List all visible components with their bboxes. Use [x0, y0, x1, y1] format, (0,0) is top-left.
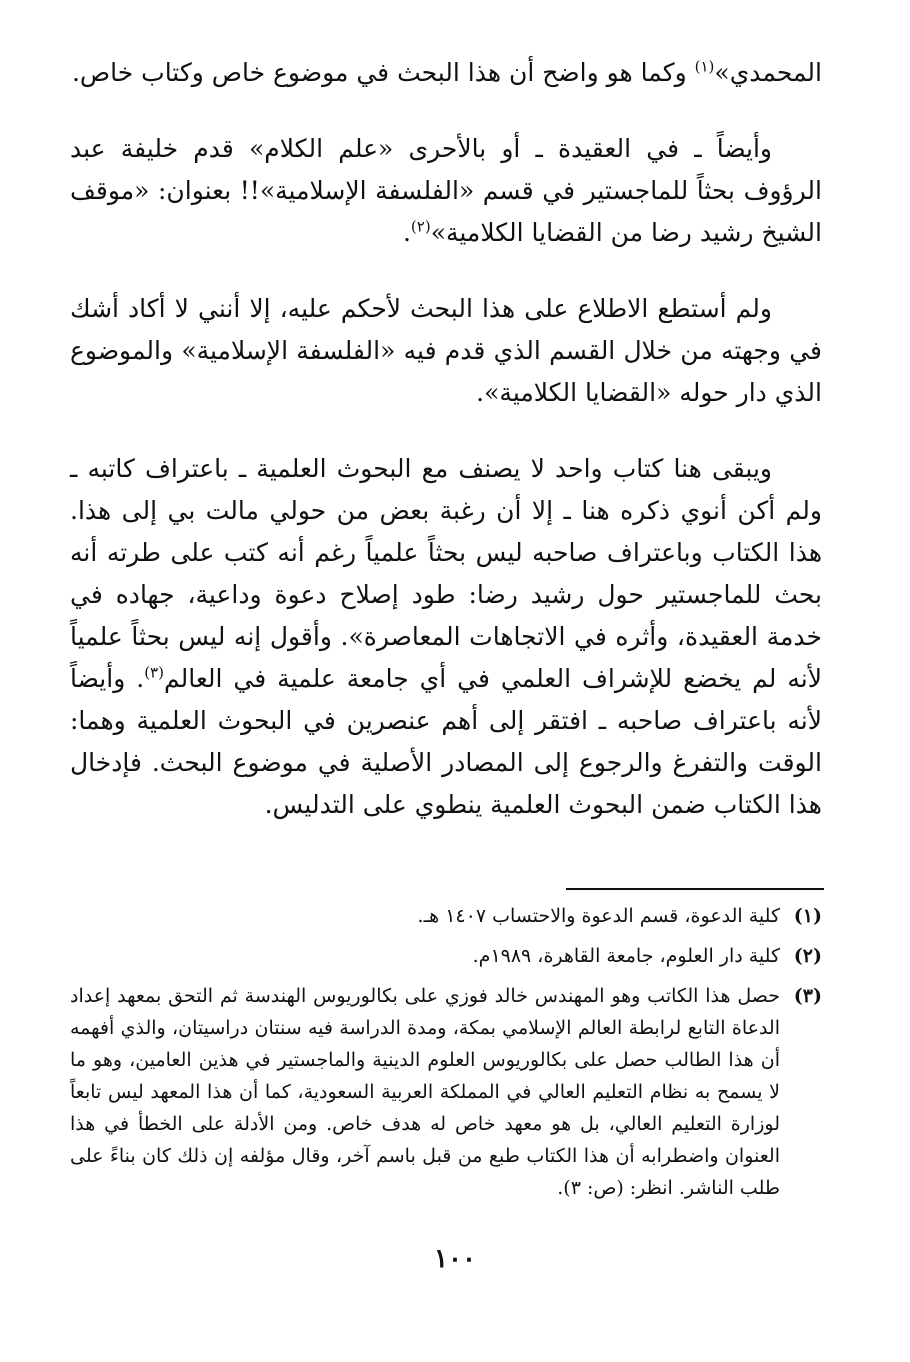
footnote-1-text: كلية الدعوة، قسم الدعوة والاحتساب ١٤٠٧ هـ. [417, 905, 780, 927]
paragraph-4-part-b: . وأيضاً لأنه باعتراف صاحبه ـ افتقر إلى أهم عنصرين في البحوث العلمية وهما: الوقت والتفرغ والرجوع إلى المصادر الأصلية في موضوع البحث. فإدخال هذا الكتاب ضمن البحوث العلمية ينطوي على التدليس. [70, 664, 822, 819]
footnote-3-number: (٣) [793, 985, 822, 1007]
paragraph-4-part-a: ويبقى هنا كتاب واحد لا يصنف مع البحوث العلمية ـ باعتراف كاتبه ـ ولم أكن أنوي ذكره هنا ـ إلا أن رغبة بعض من حولي مالت بي إلى هذا. هذا الكتاب وباعتراف صاحبه ليس بحثاً علمياً رغم أنه كتب على طرته أنه بحث للماجستير حول رشيد رضا: طود إصلاح دعوة وداعية، جهاده في خدمة العقيدة، وأثره في الاتجاهات المعاصرة». وأقول إنه ليس بحثاً علمياً لأنه لم يخضع للإشراف العلمي في أي جامعة علمية في العالم [70, 454, 822, 693]
footnote-2-text: كلية دار العلوم، جامعة القاهرة، ١٩٨٩م. [472, 945, 780, 967]
paragraph-1-part-b: وكما هو واضح أن هذا البحث في موضوع خاص وكتاب خاص. [71, 58, 695, 87]
paragraph-1-part-a: المحمدي» [714, 58, 822, 87]
footnote-ref-3: (٣) [144, 663, 164, 682]
paragraph-3-text: ولم أستطع الاطلاع على هذا البحث لأحكم عليه، إلا أنني لا أكاد أشك في وجهته من خلال القسم الذي قدم فيه «الفلسفة الإسلامية» والموضوع الذي دار حوله «القضايا الكلامية». [70, 294, 822, 407]
paragraph-2 [70, 128, 822, 254]
paragraph-2-part-b: . [402, 218, 411, 247]
footnote-2 [70, 940, 822, 972]
paragraph-1 [70, 52, 822, 94]
footnote-ref-1: (١) [694, 57, 715, 76]
footnote-separator [566, 888, 824, 890]
footnotes [70, 900, 822, 1212]
paragraph-3 [70, 288, 822, 414]
main-text [70, 52, 822, 860]
paragraph-2-part-a: وأيضاً ـ في العقيدة ـ أو بالأحرى «علم الكلام» قدم خليفة عبد الرؤوف بحثاً للماجستير في قسم «الفلسفة الإسلامية»!! بعنوان: «موقف الشيخ رشيد رضا من القضايا الكلامية» [70, 134, 822, 247]
footnote-3 [70, 980, 822, 1204]
paragraph-4 [70, 448, 822, 826]
footnote-3-text: حصل هذا الكاتب وهو المهندس خالد فوزي على بكالوريوس الهندسة ثم التحق بمعهد إعداد الدعاة التابع لرابطة العالم الإسلامي بمكة، ومدة الدراسة فيه سنتان دراسيتان، والذي أفهمه أن هذا الطالب حصل على بكالوريوس العلوم الدينية والماجستير في هذين العامين، وهو ما لا يسمح به نظام التعليم العالي في المملكة العربية السعودية، كما أن هذا المعهد ليس تابعاً لوزارة التعليم العالي، بل هو معهد خاص له هدف خاص. ومن الأدلة على الخطأ في هذا العنوان واضطرابه أن هذا الكتاب طبع من قبل باسم آخر، وقال مؤلفه إن ذلك كان بناءً على طلب الناشر. انظر: (ص: ٣). [70, 985, 780, 1199]
footnote-1-number: (١) [793, 905, 822, 927]
footnote-ref-2: (٢) [410, 217, 431, 236]
page-number: ١٠٠ [434, 1244, 476, 1274]
footnote-1 [70, 900, 822, 932]
footnote-2-number: (٢) [793, 945, 822, 967]
